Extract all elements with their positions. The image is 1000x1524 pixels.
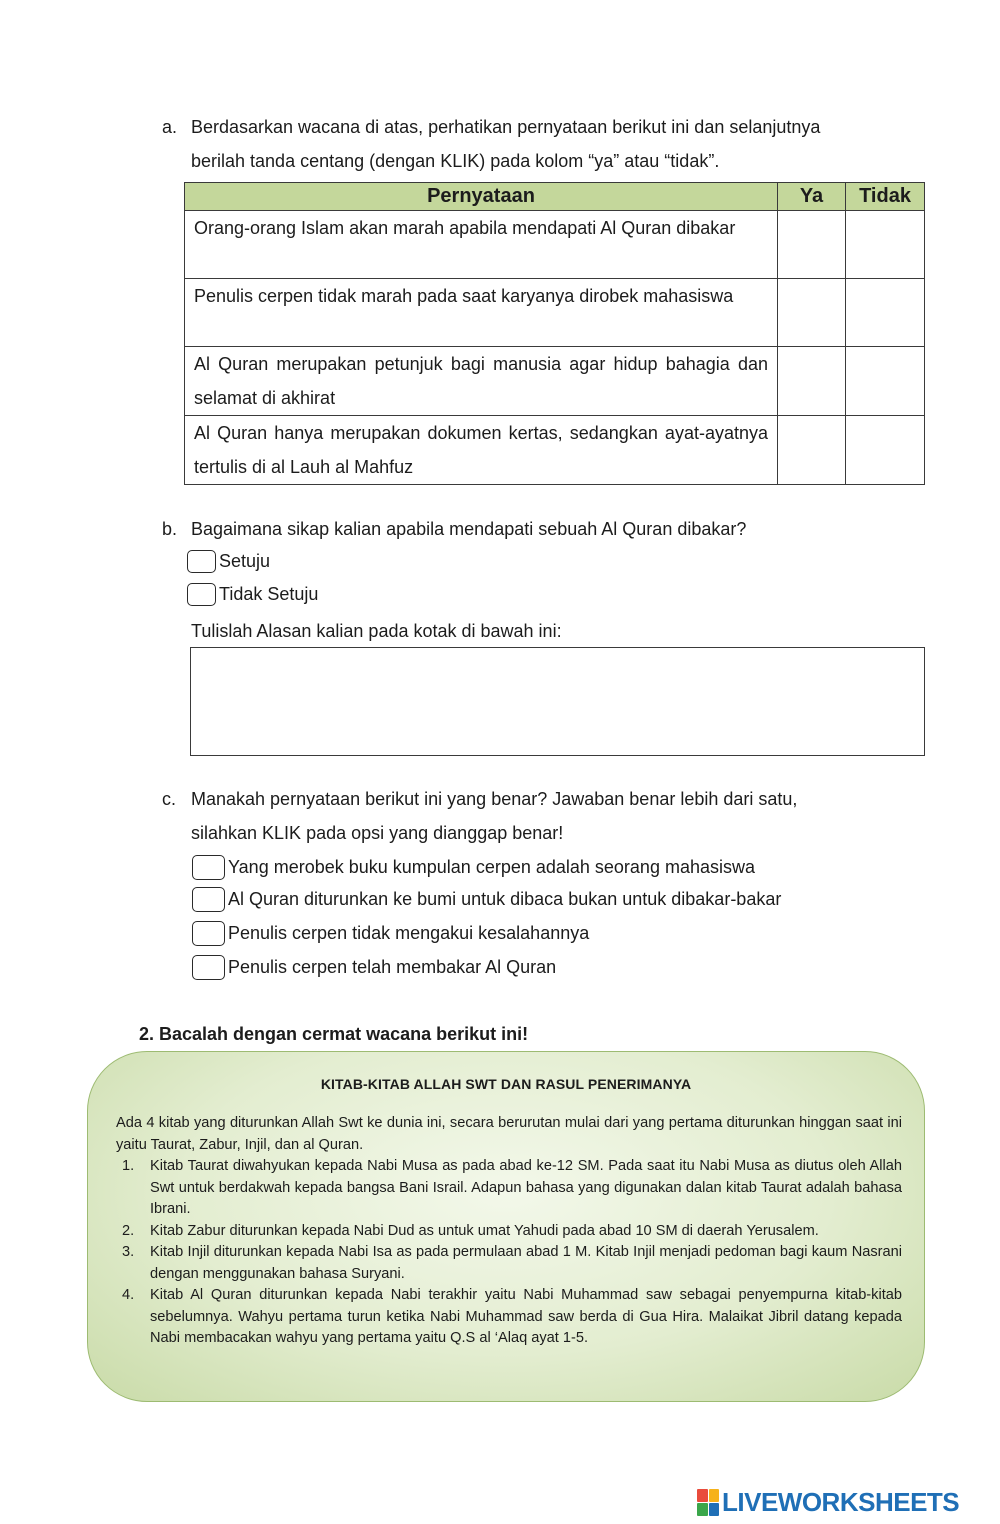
list-item-text: Kitab Zabur diturunkan kepada Nabi Dud as untuk umat Yahudi pada abad 10 SM di daerah Yerusalem.: [150, 1222, 819, 1239]
list-item-number: 1.: [122, 1158, 135, 1174]
option-c4: [192, 955, 556, 980]
option-setuju: [187, 550, 270, 573]
table-row: [185, 416, 925, 485]
list-item: [116, 1242, 902, 1285]
statement-table: [184, 182, 925, 485]
list-item-text: Kitab Injil diturunkan kepada Nabi Isa as pada permulaan abad 1 M. Kitab Injil menjadi pedoman bagi kaum Nasrani dengan menggunakan bahasa Suryani.: [150, 1244, 902, 1282]
option-checkbox[interactable]: [192, 955, 225, 980]
table-row: [185, 211, 925, 279]
statement-cell: Penulis cerpen tidak marah pada saat karyanya dirobek mahasiswa: [185, 279, 778, 347]
reading-body: [116, 1113, 902, 1350]
section-c-line2: silahkan KLIK pada opsi yang dianggap benar!: [191, 823, 564, 843]
section-b-letter: b.: [162, 519, 178, 539]
no-check-cell[interactable]: [846, 416, 925, 485]
section-a-letter: a.: [162, 117, 178, 137]
list-item: [116, 1285, 902, 1350]
option-checkbox[interactable]: [192, 887, 225, 912]
section-a-instruction: [191, 110, 924, 178]
option-label: Penulis cerpen telah membakar Al Quran: [228, 957, 557, 977]
option-label: Al Quran diturunkan ke bumi untuk dibaca bukan untuk dibakar-bakar: [228, 889, 782, 909]
liveworksheets-logo: [697, 1487, 959, 1518]
list-item-number: 3.: [122, 1244, 135, 1260]
option-label: Setuju: [219, 551, 271, 571]
option-c3: [192, 921, 589, 946]
table-row: [185, 347, 925, 416]
no-check-cell[interactable]: [846, 347, 925, 416]
list-item-number: 2.: [122, 1222, 135, 1239]
option-checkbox[interactable]: [187, 583, 216, 606]
option-tidak-setuju: [187, 583, 318, 606]
statement-cell: Orang-orang Islam akan marah apabila mendapati Al Quran dibakar: [185, 211, 778, 279]
option-label: Yang merobek buku kumpulan cerpen adalah seorang mahasiswa: [228, 857, 755, 877]
statement-cell: Al Quran merupakan petunjuk bagi manusia agar hidup bahagia dan selamat di akhirat: [185, 347, 778, 416]
section-2-heading: 2. Bacalah dengan cermat wacana berikut ini!: [139, 1024, 529, 1044]
logo-mark-icon: [697, 1489, 719, 1516]
section-b-question: Bagaimana sikap kalian apabila mendapati sebuah Al Quran dibakar?: [191, 519, 747, 539]
option-checkbox[interactable]: [187, 550, 216, 573]
option-c1: [192, 855, 755, 880]
section-c-line1: Manakah pernyataan berikut ini yang benar? Jawaban benar lebih dari satu,: [191, 789, 798, 809]
reason-instruction: Tulislah Alasan kalian pada kotak di bawah ini:: [191, 621, 562, 641]
option-label: Tidak Setuju: [219, 584, 319, 604]
header-statement: Pernyataan: [185, 183, 778, 211]
list-item-number: 4.: [122, 1287, 135, 1303]
yes-check-cell[interactable]: [778, 347, 846, 416]
section-a-line1: Berdasarkan wacana di atas, perhatikan pernyataan berikut ini dan selanjutnya: [191, 117, 821, 137]
yes-check-cell[interactable]: [778, 416, 846, 485]
list-item: [116, 1221, 902, 1243]
logo-text: LIVEWORKSHEETS: [722, 1487, 960, 1517]
list-item: [116, 1156, 902, 1221]
section-c-question: [191, 782, 924, 850]
list-item-text: Kitab Al Quran diturunkan kepada Nabi terakhir yaitu Nabi Muhammad saw sebagai penyempurna kitab-kitab sebelumnya. Wahyu pertama turun ketika Nabi Muhammad saw berda di Gua Hira. Malaikat Jibril datang kepada Nabi membacakan wahyu yang pertama yaitu Q.S al ‘Alaq ayat 1-5.: [150, 1287, 902, 1346]
option-checkbox[interactable]: [192, 855, 225, 880]
table-header-row: [185, 183, 925, 211]
option-checkbox[interactable]: [192, 921, 225, 946]
reason-answer-box[interactable]: [190, 647, 925, 756]
reading-list: [116, 1156, 902, 1350]
no-check-cell[interactable]: [846, 211, 925, 279]
reading-title: KITAB-KITAB ALLAH SWT DAN RASUL PENERIMANYA: [320, 1076, 692, 1092]
statement-cell: Al Quran hanya merupakan dokumen kertas, sedangkan ayat-ayatnya tertulis di al Lauh al Mahfuz: [185, 416, 778, 485]
option-c2: [192, 887, 781, 912]
list-item-text: Kitab Taurat diwahyukan kepada Nabi Musa as pada abad ke-12 SM. Pada saat itu Nabi Musa as diutus oleh Allah Swt untuk berdakwah kepada bangsa Bani Israil. Adapun bahasa yang digunakan dalan kitab Taurat adalah bahasa Ibrani.: [150, 1158, 902, 1217]
section-a-line2: berilah tanda centang (dengan KLIK) pada kolom “ya” atau “tidak”.: [191, 151, 720, 171]
section-c-letter: c.: [162, 789, 177, 809]
yes-check-cell[interactable]: [778, 211, 846, 279]
table-row: [185, 279, 925, 347]
header-no: Tidak: [846, 183, 925, 211]
header-yes: Ya: [778, 183, 846, 211]
no-check-cell[interactable]: [846, 279, 925, 347]
option-label: Penulis cerpen tidak mengakui kesalahannya: [228, 923, 590, 943]
reading-intro: Ada 4 kitab yang diturunkan Allah Swt ke dunia ini, secara berurutan mulai dari yang pertama diturunkan hinggan saat ini yaitu Taurat, Zabur, Injil, dan al Quran.: [116, 1115, 902, 1153]
yes-check-cell[interactable]: [778, 279, 846, 347]
